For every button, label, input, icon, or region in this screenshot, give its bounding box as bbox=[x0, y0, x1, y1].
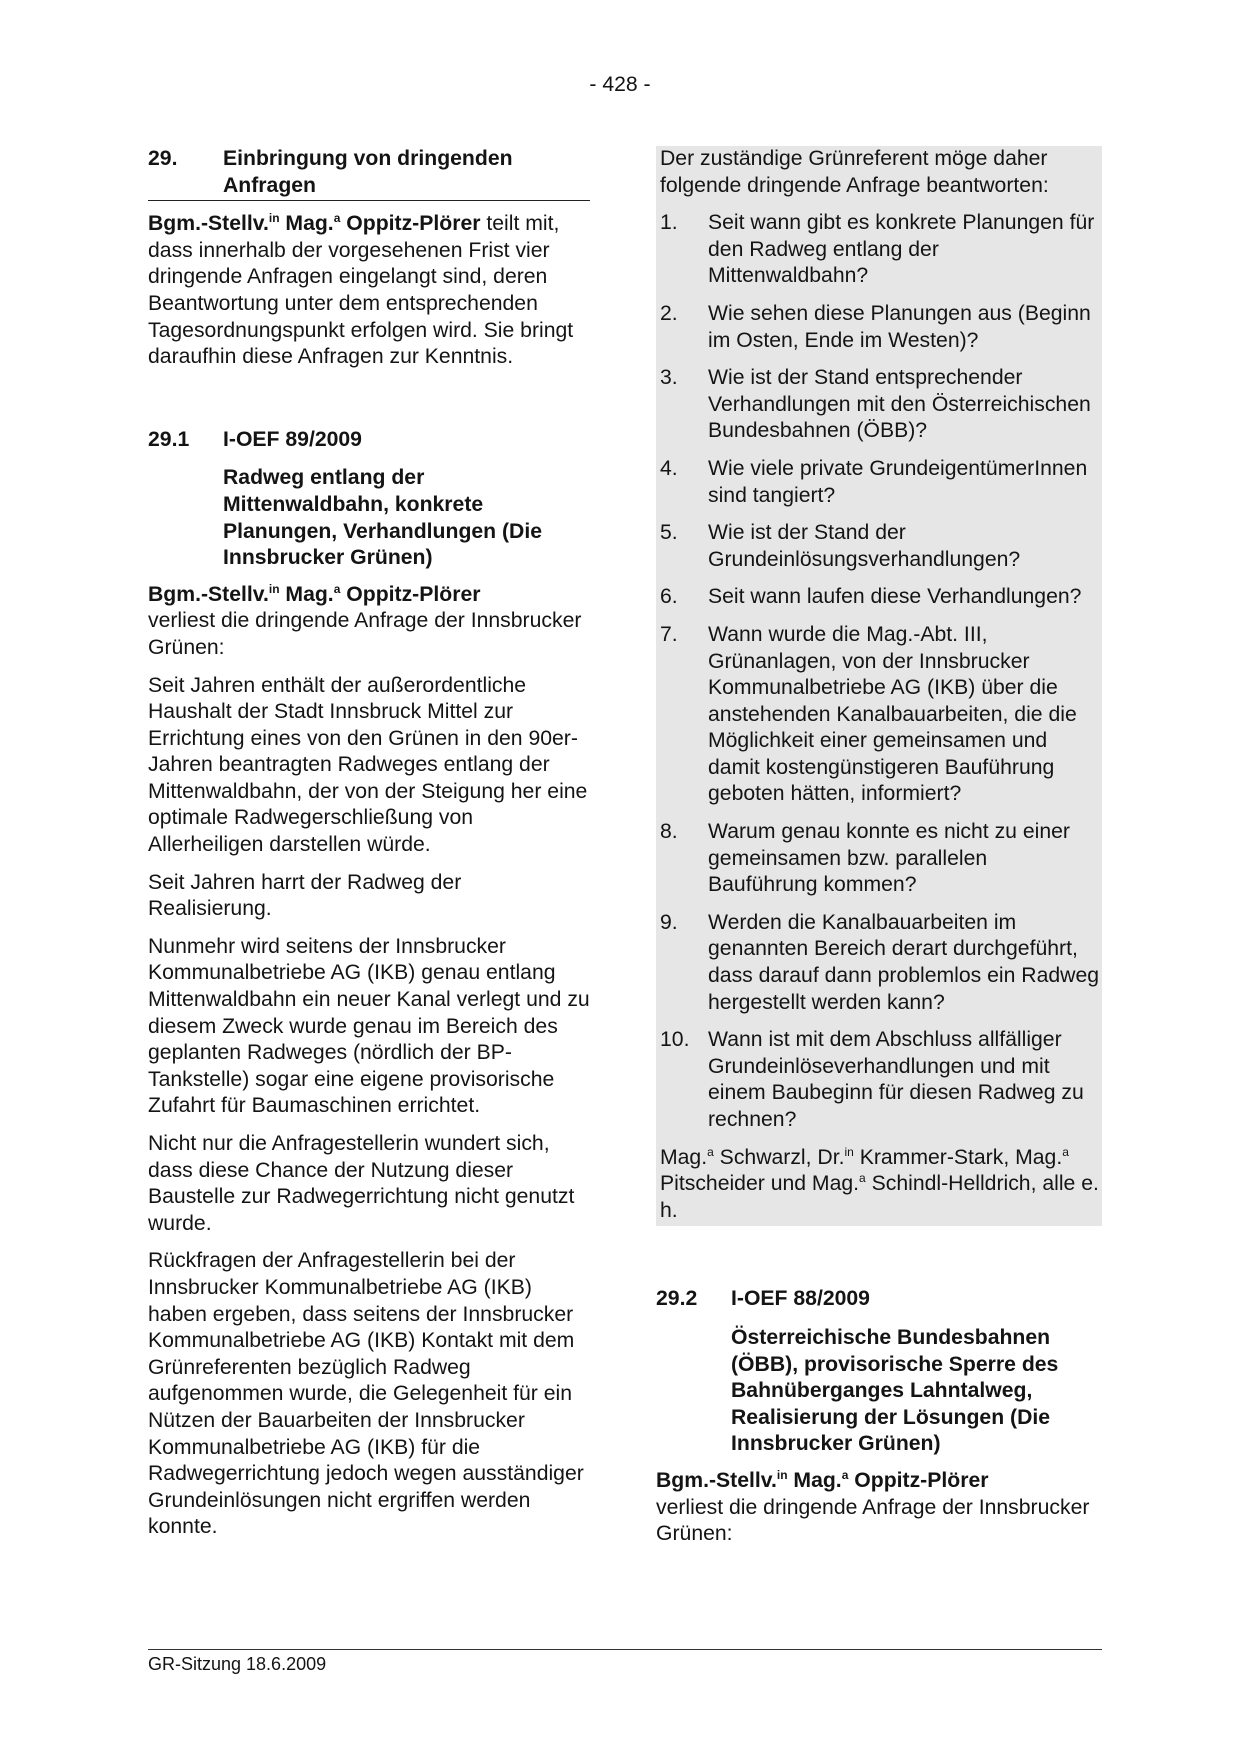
body-paragraph: Seit Jahren enthält der außerordentliche Haushalt der Stadt Innsbruck Mittel zur Errichtung eines von den Grünen in den 90er-Jahren beantragten Radweges entlang der Mittenwaldbahn, der von der Steigung her eine optimale Radwegerschließung von Allerheiligen darstellen würde. bbox=[148, 673, 588, 857]
subsection-heading-29-1 bbox=[148, 427, 590, 454]
list-item: 3. Wie ist der Stand entsprechender Verhandlungen mit den Österreichischen Bundesbahnen (ÖBB)? bbox=[660, 366, 1091, 443]
subsection-title: Österreichische Bundesbahnen (ÖBB), provisorische Sperre des Bahnüberganges Lahntalweg, Realisierung der Lösungen (Die Innsbrucker Grünen) bbox=[731, 1325, 1059, 1456]
section-heading-29 bbox=[148, 146, 590, 201]
body-paragraph: Rückfragen der Anfragestellerin bei der Innsbrucker Kommunalbetriebe AG (IKB) haben ergeben, dass seitens der Innsbrucker Kommunalbetriebe AG (IKB) Kontakt mit dem Grünreferenten bezüglich Radweg aufgenommen wurde, die Gelegenheit für ein Nützen der Bauarbeiten der Innsbrucker Kommunalbetriebe AG (IKB) für die Radwegerrichtung jedoch wegen ausständiger Grundeinlösungen nicht ergriffen werden konnte. bbox=[148, 1249, 584, 1539]
reader-text: verliest die dringende Anfrage der Innsbrucker Grünen: bbox=[148, 609, 582, 659]
reader-paragraph bbox=[148, 582, 590, 662]
box-intro: Der zuständige Grünreferent möge daher folgende dringende Anfrage beantworten: bbox=[660, 147, 1049, 197]
right-column bbox=[656, 146, 1102, 1548]
list-item: 8. Warum genau konnte es nicht zu einer gemeinsamen bzw. parallelen Bauführung kommen? bbox=[660, 820, 1070, 897]
list-item: 6. Seit wann laufen diese Verhandlungen? bbox=[660, 585, 1082, 609]
heading-title: Einbringung von dringenden Anfragen bbox=[223, 147, 513, 197]
list-item: 7. Wann wurde die Mag.-Abt. III, Grünanlagen, von der Innsbrucker Kommunalbetriebe AG (IKB) über die anstehenden Kanalbauarbeiten, die die Möglichkeit einer gemeinsamen und damit kostengünstigeren Bauführung geboten hätten, informiert? bbox=[660, 622, 1077, 806]
list-item: 4. Wie viele private GrundeigentümerInnen sind tangiert? bbox=[660, 456, 1088, 507]
list-item: 5. Wie ist der Stand der Grundeinlösungsverhandlungen? bbox=[660, 521, 1021, 571]
list-item: 9. Werden die Kanalbauarbeiten im genannten Bereich derart durchgeführt, dass darauf dann problemlos ein Radweg hergestellt werden kann? bbox=[660, 910, 1100, 1014]
left-column bbox=[148, 146, 590, 1541]
subsection-number: 29.2 bbox=[656, 1287, 698, 1311]
body-paragraph: Nunmehr wird seitens der Innsbrucker Kommunalbetriebe AG (IKB) genau entlang Mittenwaldbahn ein neuer Kanal verlegt und zu diesem Zweck wurde genau im Bereich des geplanten Radweges (nördlich der BP-Tankstelle) sogar eine eigene provisorische Zufahrt für Baumaschinen errichtet. bbox=[148, 934, 590, 1118]
signers: Mag.$^a$ Schwarzl, Dr.$^{in}$ Krammer-Stark, Mag.$^a$ Pitscheider und Mag.$^a$ Schindl-Helldrich, alle e. h. bbox=[660, 1144, 1099, 1222]
reader-paragraph bbox=[656, 1468, 1102, 1548]
speaker-name: Bgm.-Stellv.$^{in}$ Mag.$^a$ Oppitz-Plörer bbox=[656, 1467, 989, 1492]
heading-number: 29. bbox=[148, 147, 178, 170]
body-paragraph: Nicht nur die Anfragestellerin wundert sich, dass diese Chance der Nutzung dieser Baustelle zur Radwegerrichtung nicht genutzt wurde. bbox=[148, 1132, 575, 1235]
subsection-code: I-OEF 89/2009 bbox=[223, 427, 362, 451]
subsection-heading-29-2 bbox=[656, 1286, 1102, 1313]
body-paragraph: Seit Jahren harrt der Radweg der Realisierung. bbox=[148, 870, 462, 921]
subsection-title: Radweg entlang der Mittenwaldbahn, konkrete Planungen, Verhandlungen (Die Innsbrucker Grünen) bbox=[223, 466, 543, 570]
inquiry-box bbox=[656, 146, 1102, 1226]
list-item: 10. Wann ist mit dem Abschluss allfälliger Grundeinlöseverhandlungen und mit einem Baubeginn für diesen Radweg zu rechnen? bbox=[660, 1028, 1084, 1131]
intro-text: teilt mit, dass innerhalb der vorgesehenen Frist vier dringende Anfragen eingelangt sind, deren Beantwortung unter dem entsprechenden Tagesordnungspunkt erfolgen wird. Sie bringt daraufhin diese Anfragen zur Kenntnis. bbox=[148, 212, 574, 369]
footer-divider bbox=[148, 1649, 1102, 1650]
subsection-number: 29.1 bbox=[148, 427, 190, 451]
footer-text: GR-Sitzung 18.6.2009 bbox=[148, 1654, 327, 1674]
subsection-code: I-OEF 88/2009 bbox=[731, 1287, 870, 1311]
intro-paragraph bbox=[148, 211, 590, 371]
question-list bbox=[656, 210, 1102, 1133]
speaker-name: Bgm.-Stellv.$^{in}$ Mag.$^a$ Oppitz-Plörer bbox=[148, 211, 481, 236]
page-number: - 428 - bbox=[589, 73, 651, 96]
list-item: 1. Seit wann gibt es konkrete Planungen für den Radweg entlang der Mittenwaldbahn? bbox=[660, 211, 1095, 288]
speaker-name: Bgm.-Stellv.$^{in}$ Mag.$^a$ Oppitz-Plörer bbox=[148, 581, 481, 606]
list-item: 2. Wie sehen diese Planungen aus (Beginn im Osten, Ende im Westen)? bbox=[660, 301, 1091, 352]
reader-text: verliest die dringende Anfrage der Innsbrucker Grünen: bbox=[656, 1495, 1090, 1546]
